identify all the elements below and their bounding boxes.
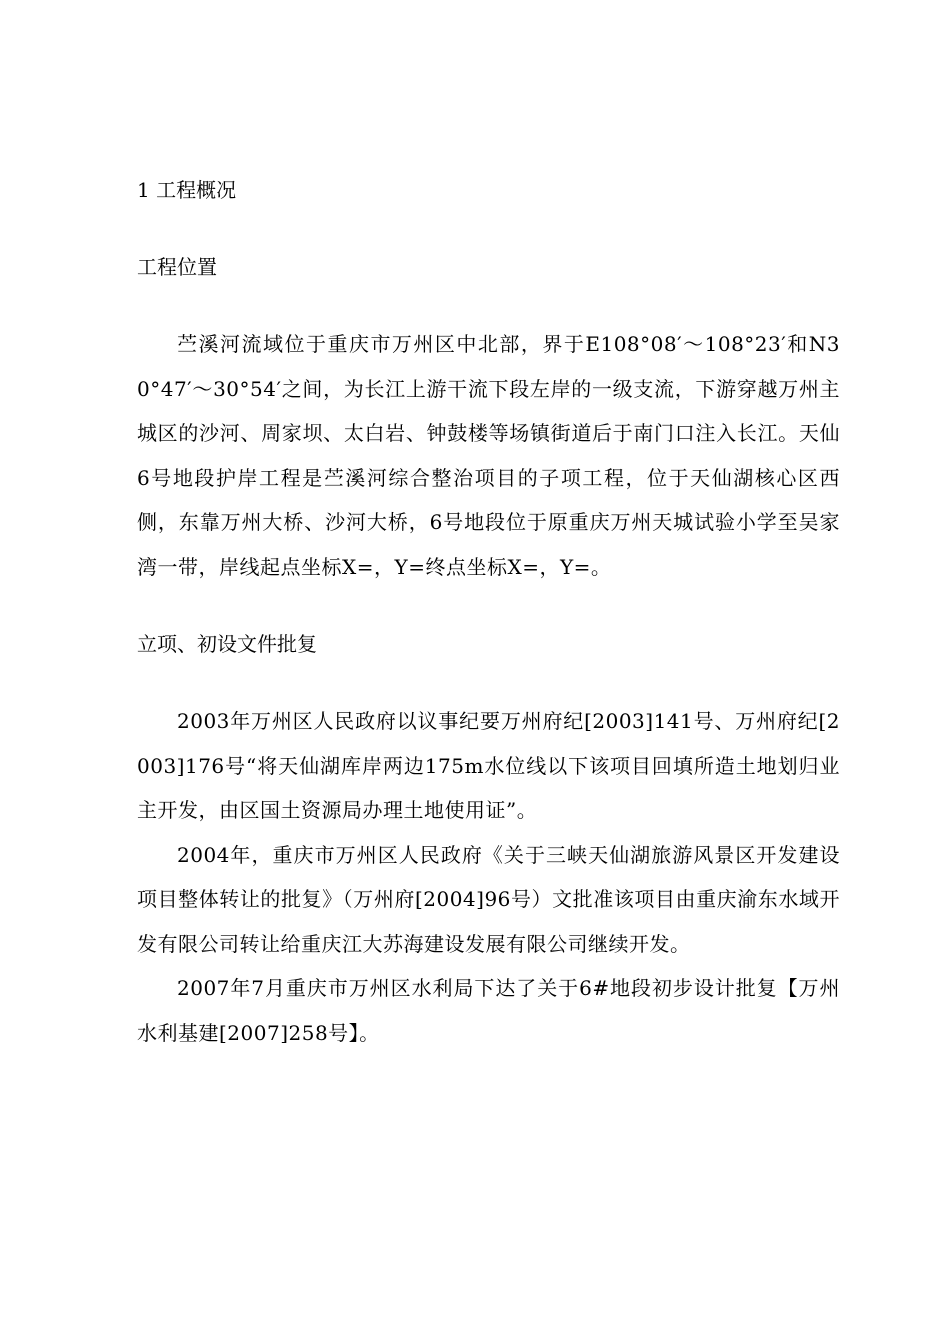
- approval-paragraph-2004: 2004年，重庆市万州区人民政府《关于三峡天仙湖旅游风景区开发建设项目整体转让的批复》（万州府[2004]96号）文批准该项目由重庆渝东水域开发有限公司转让给重庆江大苏海建设发展有限公司继续开发。: [137, 842, 840, 956]
- section-title-location: 工程位置: [137, 255, 217, 279]
- chapter-heading: 1 工程概况: [137, 178, 237, 202]
- section-title-approval: 立项、初设文件批复: [137, 632, 317, 656]
- location-paragraph: 苎溪河流域位于重庆市万州区中北部，界于E108°08′～108°23′和N30°47′～30°54′之间，为长江上游干流下段左岸的一级支流，下游穿越万州主城区的沙河、周家坝、太白岩、钟鼓楼等场镇街道后于南门口注入长江。天仙6号地段护岸工程是苎溪河综合整治项目的子项工程，位于天仙湖核心区西侧，东靠万州大桥、沙河大桥，6号地段位于原重庆万州天城试验小学至吴家湾一带，岸线起点坐标X=，Y=终点坐标X=，Y=。: [137, 332, 840, 579]
- approval-paragraph-2003: 2003年万州区人民政府以议事纪要万州府纪[2003]141号、万州府纪[2003]176号“将天仙湖库岸两边175m水位线以下该项目回填所造土地划归业主开发，由区国土资源局办理土地使用证”。: [137, 709, 840, 822]
- document-page: [137, 168, 840, 1055]
- approval-paragraph-2007: 2007年7月重庆市万州区水利局下达了关于6#地段初步设计批复【万州水利基建[2007]258号】。: [137, 976, 840, 1045]
